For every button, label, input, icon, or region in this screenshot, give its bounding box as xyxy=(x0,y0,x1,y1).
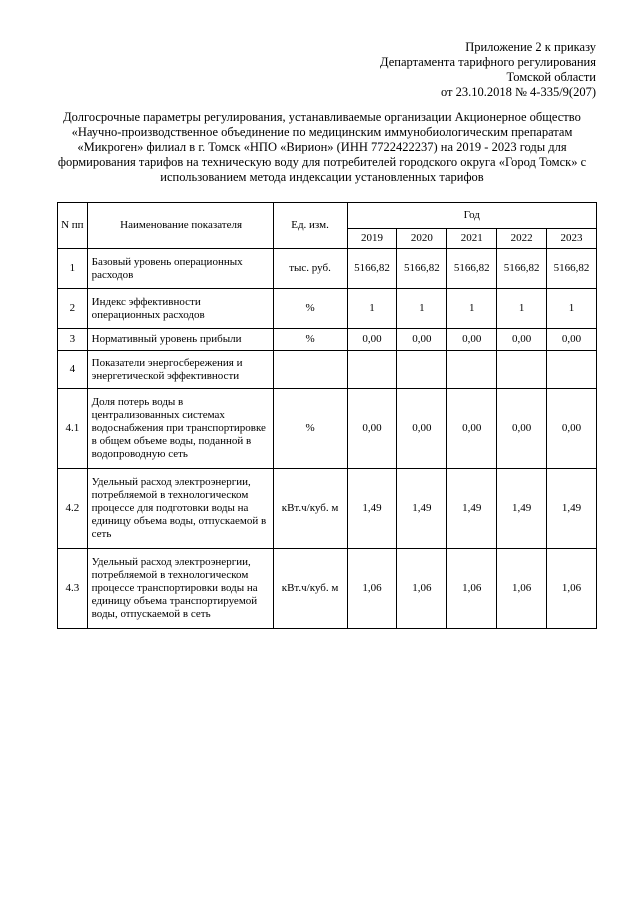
row-value: 1 xyxy=(397,289,447,329)
header-num: N пп xyxy=(58,203,88,249)
row-value: 1,06 xyxy=(497,549,547,629)
table-row xyxy=(58,351,597,389)
row-name: Удельный расход электроэнергии, потребляемой в технологическом процессе транспортировки воды на единицу объема транспортируемой воды, отпускаемой в сеть xyxy=(87,549,273,629)
row-unit: тыс. руб. xyxy=(273,249,347,289)
row-num: 4.1 xyxy=(58,389,88,469)
row-value xyxy=(547,351,597,389)
row-value: 0,00 xyxy=(447,389,497,469)
row-unit xyxy=(273,351,347,389)
parameters-table xyxy=(57,202,597,629)
document-title: Долгосрочные параметры регулирования, устанавливаемые организации Акционерное общество «Научно-производственное объединение по медицинским иммунобиологическим препаратам «Микроген» филиал в г. Томск «НПО «Вирион» (ИНН 7722422237) на 2019 - 2023 годы для формирования тарифов на техническую воду для потребителей городского округа «Город Томск» с использованием метода индексации установленных тарифов xyxy=(57,110,587,184)
row-num: 4.3 xyxy=(58,549,88,629)
table-row xyxy=(58,389,597,469)
row-value: 1,06 xyxy=(447,549,497,629)
table-row xyxy=(58,249,597,289)
row-value: 1 xyxy=(347,289,397,329)
order-reference-header xyxy=(380,40,596,100)
row-unit: кВт.ч/куб. м xyxy=(273,469,347,549)
row-unit: кВт.ч/куб. м xyxy=(273,549,347,629)
header-year: 2020 xyxy=(397,229,447,249)
row-unit: % xyxy=(273,389,347,469)
row-value: 5166,82 xyxy=(497,249,547,289)
header-year: 2023 xyxy=(547,229,597,249)
row-value: 5166,82 xyxy=(397,249,447,289)
header-unit: Ед. изм. xyxy=(273,203,347,249)
row-value: 0,00 xyxy=(547,389,597,469)
header-line: Томской области xyxy=(506,70,596,84)
row-value: 1,49 xyxy=(447,469,497,549)
row-value: 1,06 xyxy=(397,549,447,629)
row-unit: % xyxy=(273,289,347,329)
row-value xyxy=(497,351,547,389)
row-value: 5166,82 xyxy=(447,249,497,289)
header-year: 2021 xyxy=(447,229,497,249)
row-name: Базовый уровень операционных расходов xyxy=(87,249,273,289)
row-value: 0,00 xyxy=(397,389,447,469)
row-num: 3 xyxy=(58,329,88,351)
row-value: 1,06 xyxy=(347,549,397,629)
row-name: Доля потерь воды в централизованных системах водоснабжения при транспортировке в общем объеме воды, поданной в водопроводную сеть xyxy=(87,389,273,469)
row-value: 1,06 xyxy=(547,549,597,629)
row-value: 0,00 xyxy=(497,389,547,469)
row-name: Показатели энергосбережения и энергетической эффективности xyxy=(87,351,273,389)
row-num: 2 xyxy=(58,289,88,329)
row-value: 1,49 xyxy=(497,469,547,549)
row-value: 1 xyxy=(447,289,497,329)
row-value xyxy=(397,351,447,389)
row-value: 0,00 xyxy=(347,329,397,351)
row-value: 1,49 xyxy=(347,469,397,549)
header-year-group: Год xyxy=(347,203,596,229)
header-line: от 23.10.2018 № 4-335/9(207) xyxy=(440,85,596,99)
row-name: Индекс эффективности операционных расходов xyxy=(87,289,273,329)
header-line: Департамента тарифного регулирования xyxy=(380,55,596,69)
row-num: 4 xyxy=(58,351,88,389)
row-name: Нормативный уровень прибыли xyxy=(87,329,273,351)
row-unit: % xyxy=(273,329,347,351)
table-row xyxy=(58,549,597,629)
table-row xyxy=(58,329,597,351)
row-value: 1 xyxy=(497,289,547,329)
header-name: Наименование показателя xyxy=(87,203,273,249)
row-value xyxy=(347,351,397,389)
table-row xyxy=(58,469,597,549)
row-value: 1 xyxy=(547,289,597,329)
header-year: 2022 xyxy=(497,229,547,249)
row-value: 0,00 xyxy=(397,329,447,351)
header-year: 2019 xyxy=(347,229,397,249)
row-value: 1,49 xyxy=(547,469,597,549)
header-line: Приложение 2 к приказу xyxy=(465,40,596,54)
row-name: Удельный расход электроэнергии, потребляемой в технологическом процессе для подготовки воды на единицу объема воды, отпускаемой в сеть xyxy=(87,469,273,549)
table-row xyxy=(58,289,597,329)
row-num: 1 xyxy=(58,249,88,289)
row-value: 1,49 xyxy=(397,469,447,549)
row-num: 4.2 xyxy=(58,469,88,549)
row-value: 5166,82 xyxy=(347,249,397,289)
row-value: 0,00 xyxy=(497,329,547,351)
row-value: 5166,82 xyxy=(547,249,597,289)
row-value: 0,00 xyxy=(347,389,397,469)
row-value xyxy=(447,351,497,389)
row-value: 0,00 xyxy=(547,329,597,351)
row-value: 0,00 xyxy=(447,329,497,351)
